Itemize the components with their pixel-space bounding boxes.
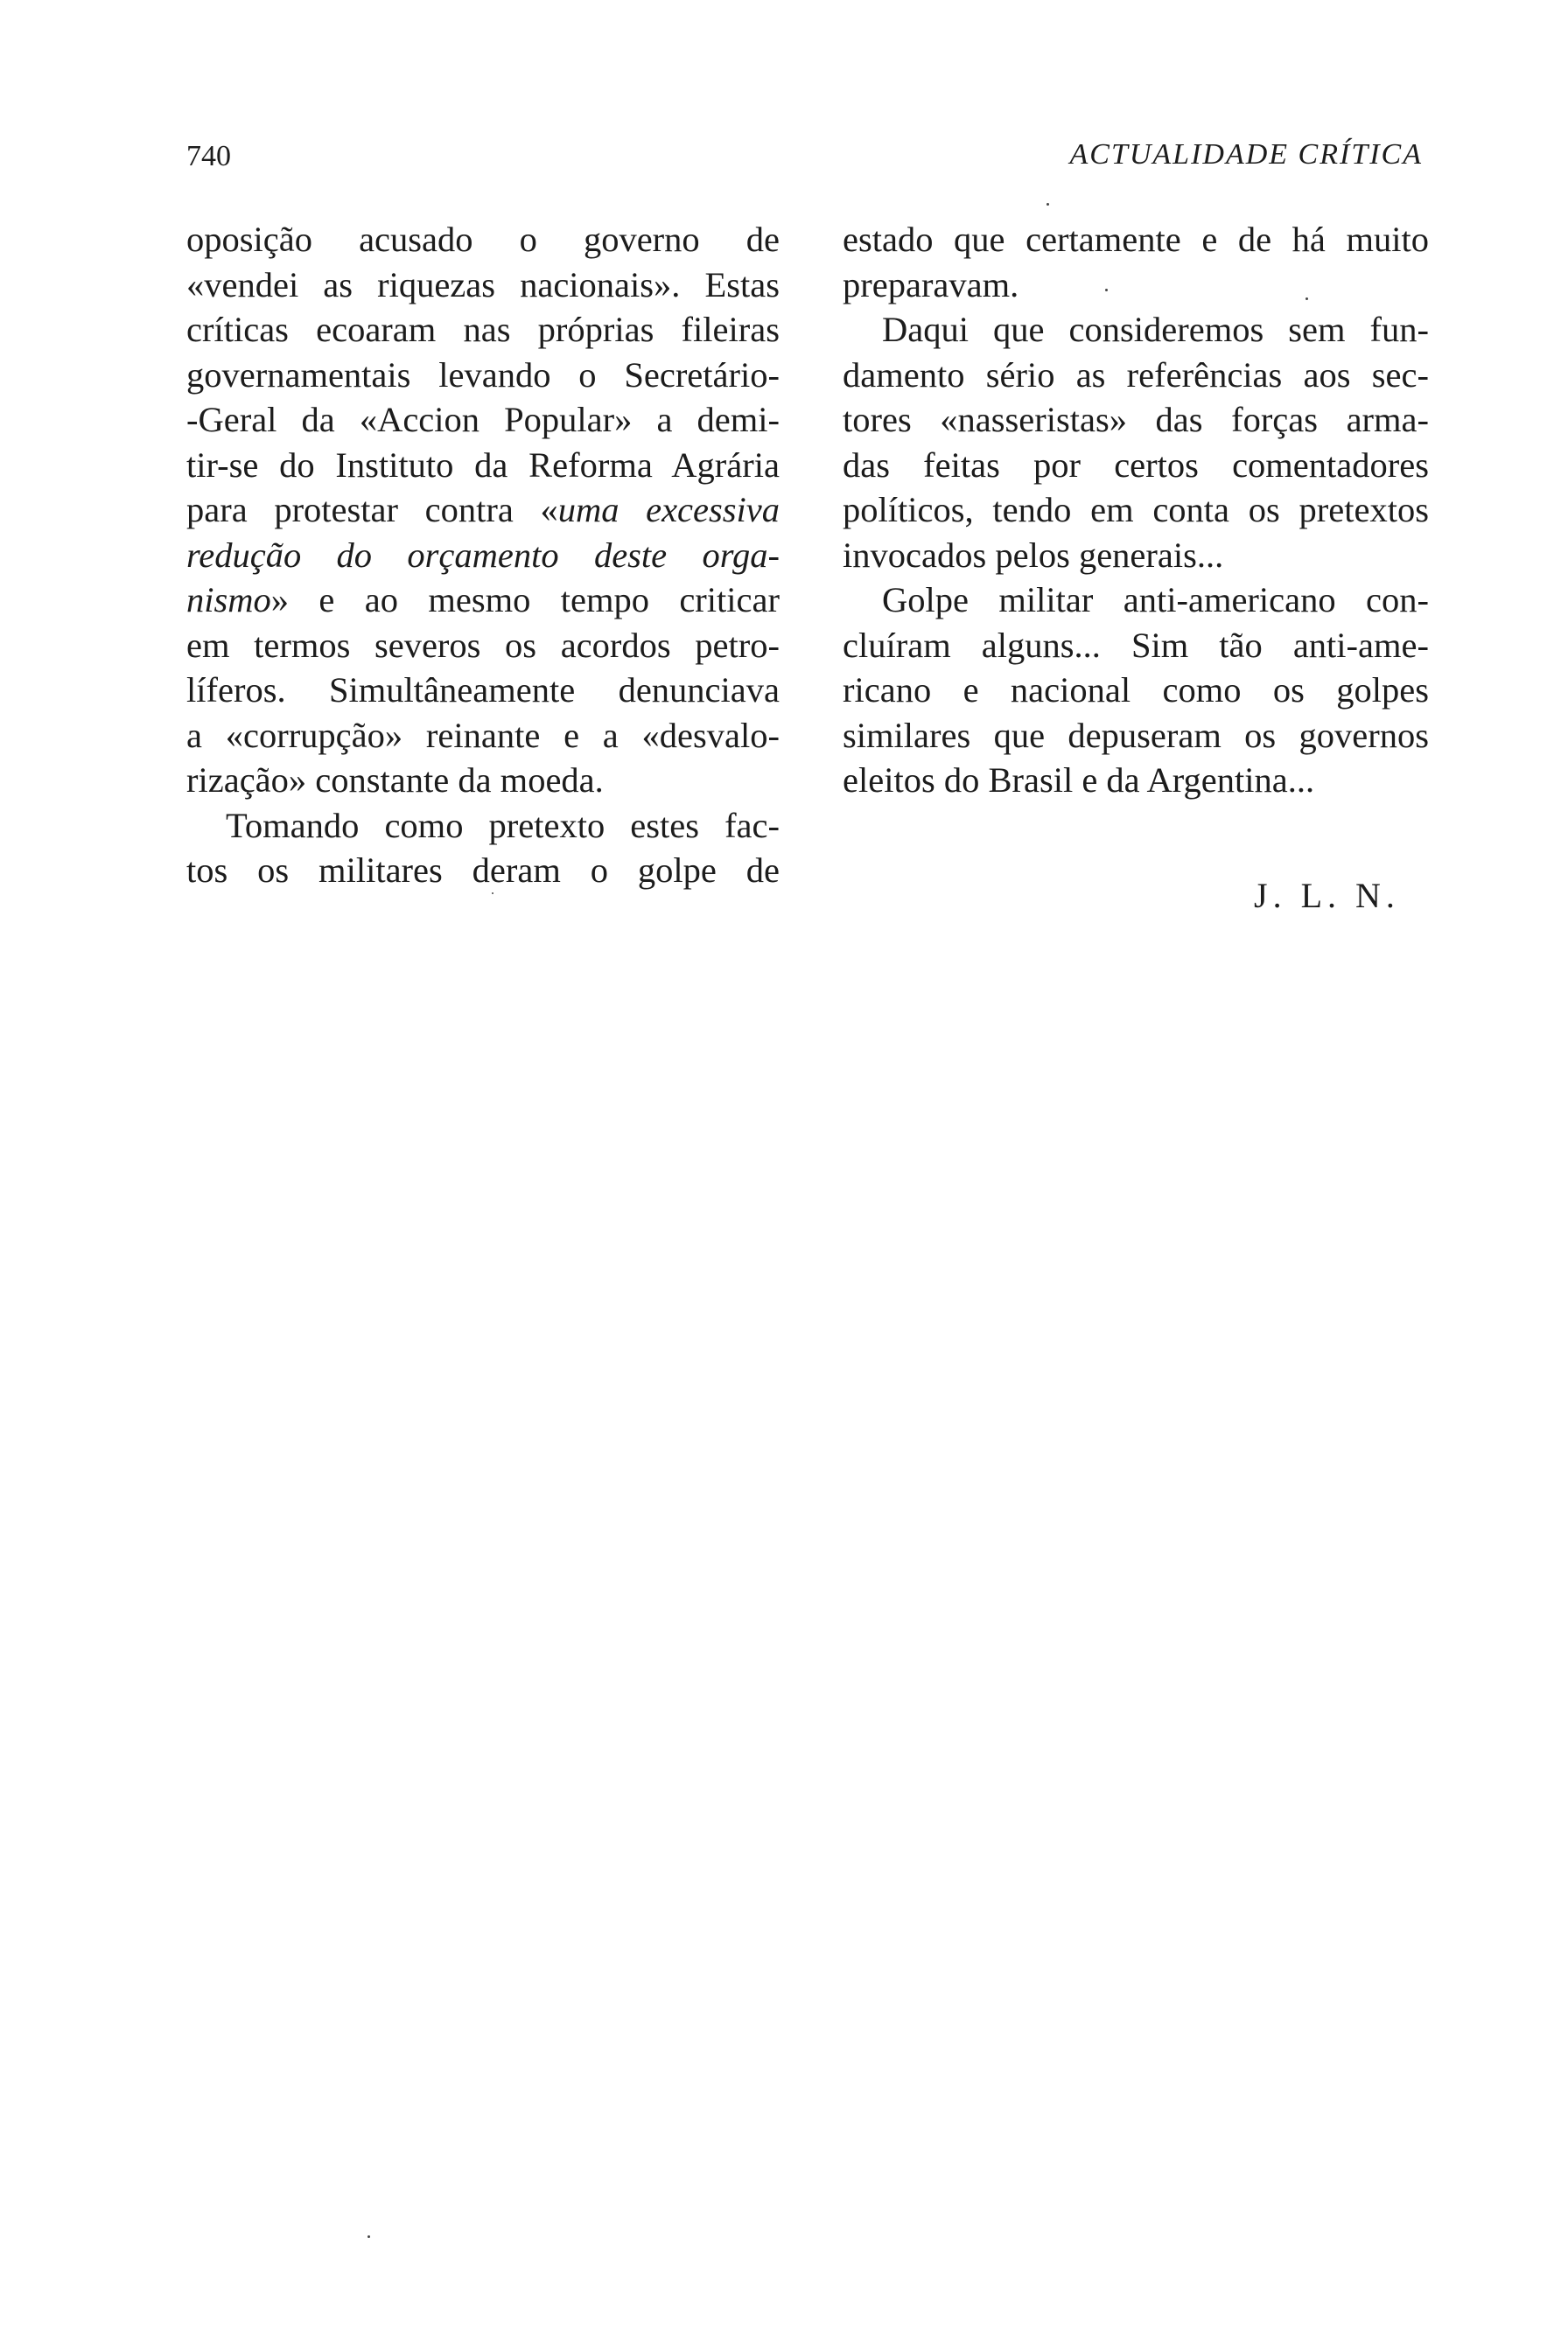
text-line: eleitos do Brasil e da Argentina... <box>843 760 1315 800</box>
scan-speck <box>492 892 494 894</box>
text-line: tos os militares deram o golpe de <box>186 850 780 890</box>
page-number: 740 <box>186 140 231 172</box>
text-line: tores «nasseristas» das forças arma- <box>843 400 1429 439</box>
running-head: ACTUALIDADE CRÍTICA <box>1069 138 1423 171</box>
text-line: -Geral da «Accion Popular» a demi- <box>186 400 780 439</box>
text-line: ricano e nacional como os golpes <box>843 670 1429 710</box>
text-line: políticos, tendo em conta os pretextos <box>843 490 1429 529</box>
author-signature: J. L. N. <box>1254 876 1400 915</box>
scan-speck <box>368 2235 370 2238</box>
text-line: governamentais levando o Secretário- <box>186 354 780 395</box>
right-column <box>843 217 1429 803</box>
text-line: críticas ecoaram nas próprias fileiras <box>186 310 780 349</box>
text-italic: uma excessiva <box>557 490 780 529</box>
left-column <box>186 217 780 893</box>
text-line: tir-se do Instituto da Reforma Agrária <box>186 444 780 485</box>
text-italic: nismo <box>186 580 271 619</box>
text-line: damento sério as referências aos sec- <box>843 354 1429 395</box>
text-line-mixed <box>186 577 780 623</box>
text-roman: » e ao mesmo tempo criticar <box>270 580 780 619</box>
text-line-mixed <box>186 487 780 533</box>
text-line: invocados pelos generais... <box>843 535 1224 575</box>
text-line: Golpe militar anti-americano con- <box>882 580 1429 619</box>
text-line: estado que certamente e de há muito <box>843 220 1429 259</box>
text-line: preparavam. <box>843 264 1019 304</box>
text-line: similares que depuseram os governos <box>843 715 1429 755</box>
scan-speck <box>1306 297 1308 300</box>
text-line: líferos. Simultâneamente denunciava <box>186 670 780 710</box>
scan-speck <box>1046 203 1049 206</box>
text-line: das feitas por certos comentadores <box>843 444 1429 485</box>
text-line: cluíram alguns... Sim tão anti-ame- <box>843 625 1429 665</box>
text-line: rização» constante da moeda. <box>186 760 604 800</box>
text-line: em termos severos os acordos petro- <box>186 625 780 665</box>
text-line: «vendei as riquezas nacionais». Estas <box>186 264 780 304</box>
text-line: Tomando como pretexto estes fac- <box>226 805 780 845</box>
scan-speck <box>1105 289 1108 291</box>
text-line: Daqui que consideremos sem fun- <box>882 310 1429 349</box>
text-line: oposição acusado o governo de <box>186 220 780 259</box>
text-roman: para protestar contra « <box>186 490 558 529</box>
text-line-italic: redução do orçamento deste orga- <box>186 535 780 575</box>
text-line: a «corrupção» reinante e a «desvalo- <box>186 715 780 755</box>
